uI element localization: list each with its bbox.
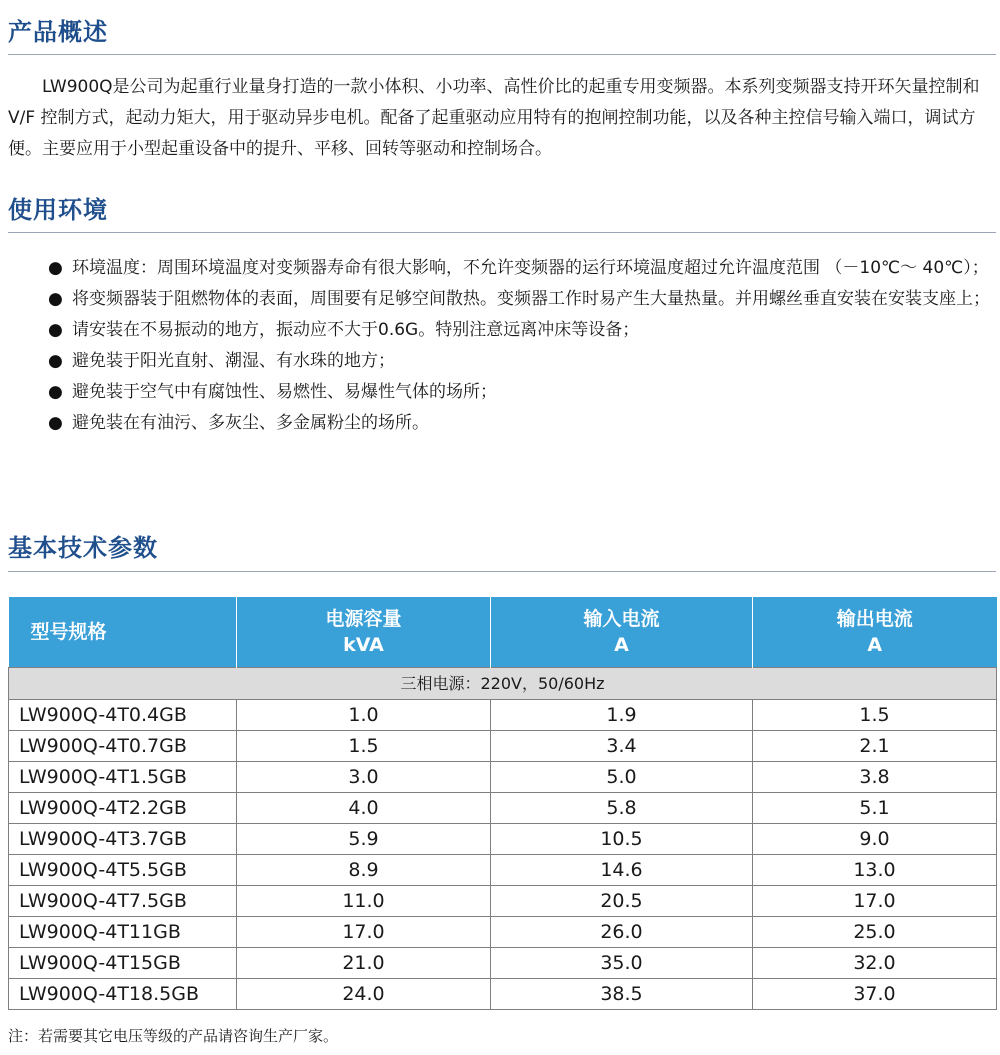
capacity-cell: 11.0 bbox=[237, 886, 491, 917]
bullet-icon: ● bbox=[48, 351, 63, 371]
environment-list bbox=[8, 253, 996, 439]
environment-item bbox=[8, 284, 996, 315]
bullet-icon: ● bbox=[48, 382, 63, 402]
output-cell: 25.0 bbox=[753, 917, 997, 948]
environment-divider bbox=[8, 232, 996, 233]
environment-item bbox=[8, 346, 996, 377]
input-cell: 3.4 bbox=[491, 731, 753, 762]
environment-item-text: 避免装在有油污、多灰尘、多金属粉尘的场所。 bbox=[72, 413, 429, 433]
environment-item bbox=[8, 408, 996, 439]
output-cell: 2.1 bbox=[753, 731, 997, 762]
capacity-cell: 17.0 bbox=[237, 917, 491, 948]
model-cell: LW900Q-4T0.4GB bbox=[9, 700, 237, 731]
bullet-icon: ● bbox=[48, 413, 63, 433]
model-cell: LW900Q-4T0.7GB bbox=[9, 731, 237, 762]
output-cell: 37.0 bbox=[753, 979, 997, 1010]
table-row bbox=[9, 762, 997, 793]
output-cell: 13.0 bbox=[753, 855, 997, 886]
table-row bbox=[9, 793, 997, 824]
environment-item-text: 避免装于阳光直射、潮湿、有水珠的地方； bbox=[72, 351, 395, 371]
environment-item-text: 请安装在不易振动的地方，振动应不大于0.6G。特别注意远离冲床等设备； bbox=[72, 320, 640, 340]
overview-title: 产品概述 bbox=[8, 18, 108, 46]
overview-divider bbox=[8, 54, 996, 55]
input-cell: 1.9 bbox=[491, 700, 753, 731]
bullet-icon: ● bbox=[48, 320, 63, 340]
input-cell: 14.6 bbox=[491, 855, 753, 886]
environment-item bbox=[8, 315, 996, 346]
input-cell: 10.5 bbox=[491, 824, 753, 855]
capacity-cell: 1.0 bbox=[237, 700, 491, 731]
output-cell: 32.0 bbox=[753, 948, 997, 979]
capacity-cell: 4.0 bbox=[237, 793, 491, 824]
table-row bbox=[9, 855, 997, 886]
model-cell: LW900Q-4T2.2GB bbox=[9, 793, 237, 824]
bullet-icon: ● bbox=[48, 289, 63, 309]
environment-item bbox=[8, 253, 996, 284]
header-model: 型号规格 bbox=[9, 597, 237, 668]
supply-note: 三相电源：220V，50/60Hz bbox=[9, 668, 997, 700]
table-row bbox=[9, 979, 997, 1010]
table-row bbox=[9, 886, 997, 917]
spec-table-header bbox=[9, 597, 997, 668]
header-input-current: 输入电流 A bbox=[491, 597, 753, 668]
input-cell: 35.0 bbox=[491, 948, 753, 979]
environment-item-text: 避免装于空气中有腐蚀性、易燃性、易爆性气体的场所； bbox=[72, 382, 497, 402]
output-cell: 9.0 bbox=[753, 824, 997, 855]
input-cell: 5.0 bbox=[491, 762, 753, 793]
model-cell: LW900Q-4T3.7GB bbox=[9, 824, 237, 855]
specs-divider bbox=[8, 571, 996, 572]
model-cell: LW900Q-4T7.5GB bbox=[9, 886, 237, 917]
model-cell: LW900Q-4T1.5GB bbox=[9, 762, 237, 793]
input-cell: 20.5 bbox=[491, 886, 753, 917]
output-cell: 3.8 bbox=[753, 762, 997, 793]
footnote: 注：若需要其它电压等级的产品请咨询生产厂家。 bbox=[8, 1027, 339, 1045]
output-cell: 5.1 bbox=[753, 793, 997, 824]
capacity-cell: 1.5 bbox=[237, 731, 491, 762]
environment-item-text: 环境温度：周围环境温度对变频器寿命有很大影响，不允许变频器的运行环境温度超过允许温度范围 （－10℃～ 40℃）； bbox=[72, 258, 989, 278]
environment-item bbox=[8, 377, 996, 408]
table-row bbox=[9, 700, 997, 731]
capacity-cell: 24.0 bbox=[237, 979, 491, 1010]
table-row bbox=[9, 731, 997, 762]
capacity-cell: 3.0 bbox=[237, 762, 491, 793]
capacity-cell: 5.9 bbox=[237, 824, 491, 855]
model-cell: LW900Q-4T5.5GB bbox=[9, 855, 237, 886]
model-cell: LW900Q-4T18.5GB bbox=[9, 979, 237, 1010]
environment-item-text: 将变频器装于阻燃物体的表面，周围要有足够空间散热。变频器工作时易产生大量热量。并用螺丝垂直安装在安装支座上； bbox=[72, 289, 990, 309]
specs-title: 基本技术参数 bbox=[8, 534, 158, 562]
environment-title: 使用环境 bbox=[8, 196, 108, 224]
model-cell: LW900Q-4T15GB bbox=[9, 948, 237, 979]
capacity-cell: 8.9 bbox=[237, 855, 491, 886]
input-cell: 38.5 bbox=[491, 979, 753, 1010]
model-cell: LW900Q-4T11GB bbox=[9, 917, 237, 948]
table-row bbox=[9, 917, 997, 948]
capacity-cell: 21.0 bbox=[237, 948, 491, 979]
input-cell: 26.0 bbox=[491, 917, 753, 948]
table-row bbox=[9, 948, 997, 979]
header-capacity: 电源容量 kVA bbox=[237, 597, 491, 668]
header-output-current: 输出电流 A bbox=[753, 597, 997, 668]
spec-table bbox=[8, 597, 997, 1010]
overview-text: LW900Q是公司为起重行业量身打造的一款小体积、小功率、高性价比的起重专用变频器。本系列变频器支持开环矢量控制和V/F 控制方式，起动力矩大，用于驱动异步电机。配备了起重驱动应用特有的抱闸控制功能，以及各种主控信号输入端口，调试方便。主要应用于小型起重设备中的提升、平移、回转等驱动和控制场合。 bbox=[8, 77, 980, 159]
output-cell: 17.0 bbox=[753, 886, 997, 917]
bullet-icon: ● bbox=[48, 258, 63, 278]
table-row bbox=[9, 824, 997, 855]
input-cell: 5.8 bbox=[491, 793, 753, 824]
supply-row bbox=[9, 668, 997, 700]
output-cell: 1.5 bbox=[753, 700, 997, 731]
